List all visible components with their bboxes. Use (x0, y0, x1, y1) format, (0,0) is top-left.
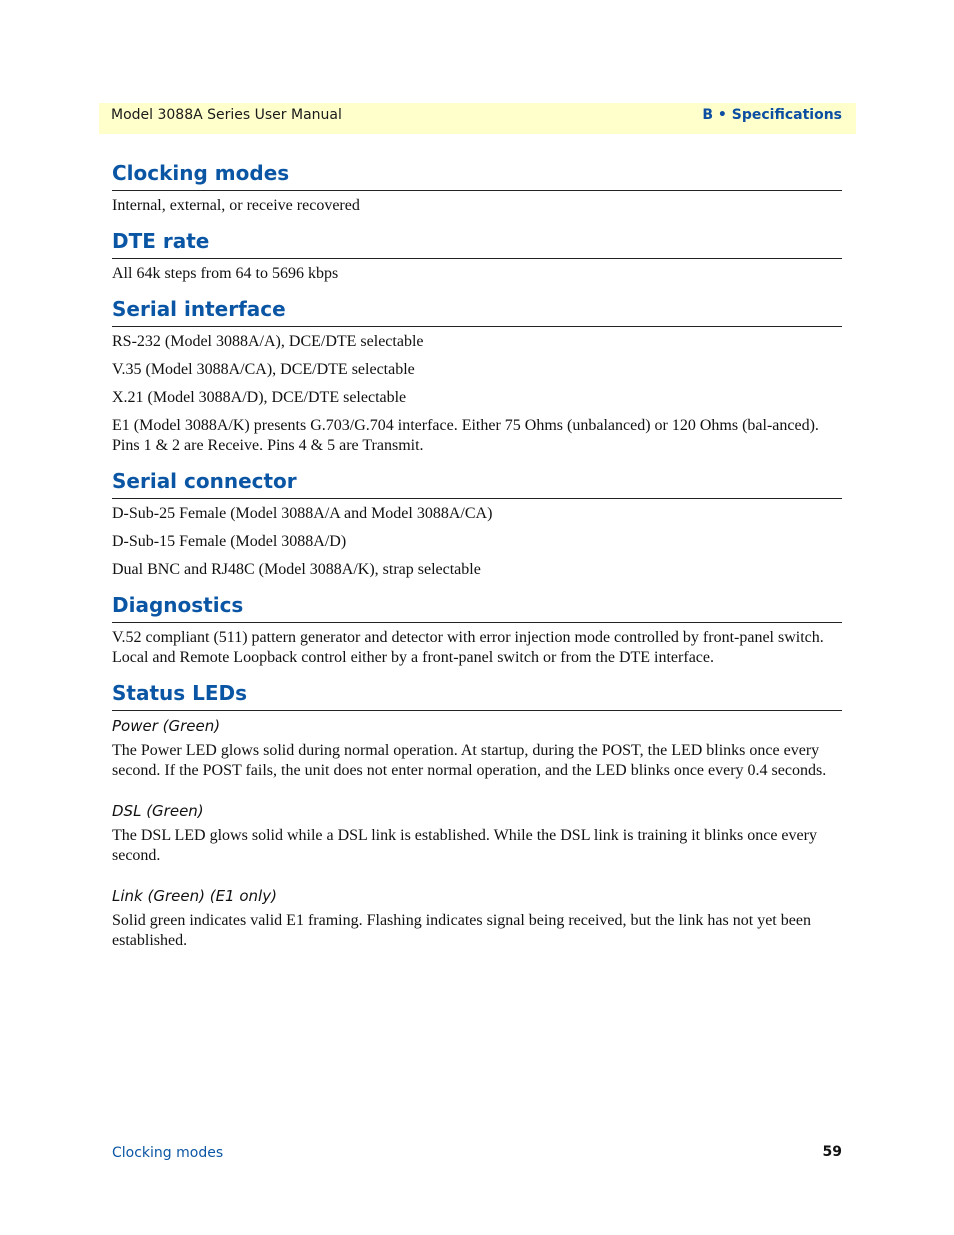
paragraph: RS-232 (Model 3088A/A), DCE/DTE selectable (112, 333, 424, 350)
section-dte-rate (112, 226, 842, 284)
header-manual-title: Model 3088A Series User Manual (111, 107, 342, 123)
section-heading: Serial interface (112, 294, 842, 327)
section-serial-connector (112, 466, 842, 580)
paragraph: E1 (Model 3088A/K) presents G.703/G.704 interface. Either 75 Ohms (unbalanced) or 120 Ohms (bal-anced). Pins 1 & 2 are Receive. Pins 4 & 5 are Transmit. (112, 417, 819, 454)
led-label: DSL (Green) (112, 802, 204, 820)
page-number: 59 (822, 1144, 842, 1160)
section-clocking-modes (112, 158, 842, 216)
paragraph: V.35 (Model 3088A/CA), DCE/DTE selectable (112, 361, 415, 378)
led-label: Link (Green) (E1 only) (112, 887, 277, 905)
led-link (112, 886, 842, 951)
paragraph: X.21 (Model 3088A/D), DCE/DTE selectable (112, 389, 407, 406)
page-content (112, 158, 842, 971)
paragraph: Internal, external, or receive recovered (112, 197, 360, 214)
paragraph: D-Sub-25 Female (Model 3088A/A and Model 3088A/CA) (112, 505, 493, 522)
paragraph: All 64k steps from 64 to 5696 kbps (112, 265, 339, 282)
running-header (99, 103, 856, 134)
led-power (112, 716, 842, 781)
paragraph: Dual BNC and RJ48C (Model 3088A/K), strap selectable (112, 561, 481, 578)
section-heading: Serial connector (112, 466, 842, 499)
paragraph: V.52 compliant (511) pattern generator and detector with error injection mode controlled by front-panel switch. Local and Remote Loopback control either by a front-panel switch or from the DTE interface. (112, 629, 824, 666)
paragraph: The Power LED glows solid during normal operation. At startup, during the POST, the LED blinks once every second. If the POST fails, the unit does not enter normal operation, and the LED blinks once every 0.4 seconds. (112, 742, 827, 779)
section-status-leds (112, 678, 842, 951)
led-dsl (112, 801, 842, 866)
section-heading: Status LEDs (112, 678, 842, 711)
paragraph: Solid green indicates valid E1 framing. Flashing indicates signal being received, but the link has not yet been established. (112, 912, 811, 949)
footer-section-link[interactable]: Clocking modes (112, 1145, 224, 1161)
section-serial-interface (112, 294, 842, 456)
led-label: Power (Green) (112, 717, 221, 735)
paragraph: The DSL LED glows solid while a DSL link is established. While the DSL link is training it blinks once every second. (112, 827, 817, 864)
section-heading: DTE rate (112, 226, 842, 259)
header-chapter: B • Specifications (702, 107, 842, 123)
section-diagnostics (112, 590, 842, 668)
section-heading: Clocking modes (112, 158, 842, 191)
section-heading: Diagnostics (112, 590, 842, 623)
paragraph: D-Sub-15 Female (Model 3088A/D) (112, 533, 347, 550)
